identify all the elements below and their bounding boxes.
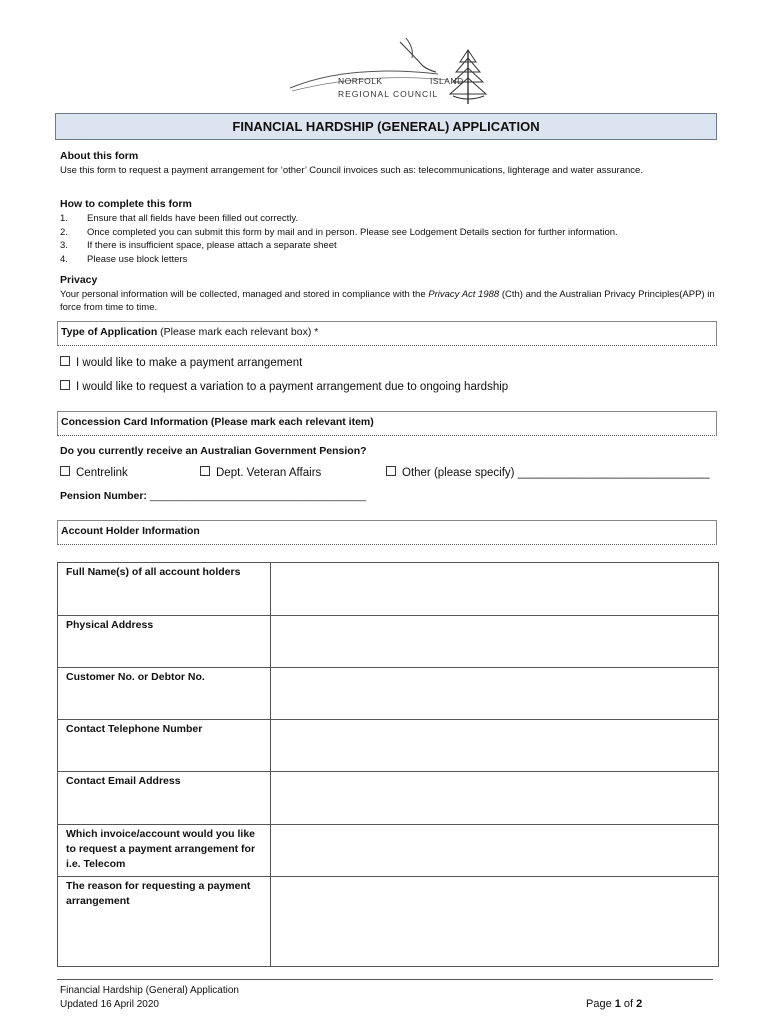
- email-field[interactable]: [271, 772, 719, 825]
- full-name-field[interactable]: [271, 563, 719, 616]
- page-number: Page 1 of 2: [586, 998, 643, 1010]
- table-row: The reason for requesting a payment arrangement: [58, 877, 719, 967]
- veteran-affairs-option[interactable]: Dept. Veteran Affairs: [200, 466, 321, 479]
- table-row: Contact Telephone Number: [58, 720, 719, 772]
- list-item: 4. Please use block letters: [60, 253, 188, 265]
- logo-norfolk: NORFOLK: [338, 76, 383, 86]
- list-item: 2. Once completed you can submit this form by mail and in person. Please see Lodgement Details section for further information.: [60, 226, 618, 238]
- table-row: Customer No. or Debtor No.: [58, 668, 719, 720]
- checkbox[interactable]: [386, 466, 396, 476]
- list-item: 1. Ensure that all fields have been filled out correctly.: [60, 213, 299, 224]
- customer-number-field[interactable]: [271, 668, 719, 720]
- invoice-account-field[interactable]: [271, 825, 719, 877]
- checkbox[interactable]: [60, 380, 70, 390]
- council-logo: [288, 36, 508, 106]
- privacy-heading: Privacy: [60, 274, 98, 286]
- privacy-act-name: Privacy Act 1988: [428, 289, 500, 300]
- centrelink-option[interactable]: Centrelink: [60, 466, 128, 479]
- account-holder-table: [57, 562, 719, 967]
- list-item: 3. If there is insufficient space, please attach a separate sheet: [60, 240, 337, 251]
- other-option[interactable]: Other (please specify) ______________________________: [386, 466, 710, 479]
- footer-form-name: Financial Hardship (General) Application: [60, 985, 239, 996]
- checkbox[interactable]: [60, 466, 70, 476]
- telephone-field[interactable]: [271, 720, 719, 772]
- footer-divider: [57, 979, 713, 980]
- physical-address-field[interactable]: [271, 616, 719, 668]
- logo-island: ISLAND: [430, 76, 464, 86]
- table-row: Full Name(s) of all account holders: [58, 563, 719, 616]
- other-specify-field[interactable]: ______________________________: [517, 467, 710, 479]
- table-row: Physical Address: [58, 616, 719, 668]
- payment-arrangement-option[interactable]: I would like to make a payment arrangement: [60, 356, 302, 369]
- account-holder-section: Account Holder Information: [57, 520, 717, 545]
- concession-section: Concession Card Information (Please mark each relevant item): [57, 411, 717, 436]
- pension-number-field[interactable]: Pension Number: _____________________________________: [60, 490, 366, 502]
- checkbox[interactable]: [60, 356, 70, 366]
- checkbox[interactable]: [200, 466, 210, 476]
- type-of-application-section: Type of Application (Please mark each relevant box) *: [57, 321, 717, 346]
- about-heading: About this form: [60, 150, 139, 162]
- form-title: FINANCIAL HARDSHIP (GENERAL) APPLICATION: [55, 113, 717, 140]
- logo-regional-council: REGIONAL COUNCIL: [338, 89, 439, 99]
- variation-option[interactable]: I would like to request a variation to a payment arrangement due to ongoing hardship: [60, 380, 508, 393]
- about-text: Use this form to request a payment arrangement for ‘other’ Council invoices such as: telecommunications, lighterage and water assurance.: [60, 165, 643, 176]
- privacy-text: Your personal information will be collected, managed and stored in compliance with the Privacy Act 1988 (Cth) and the Australian Privacy Principles(APP) in force from time to time.: [60, 289, 715, 313]
- footer-updated: Updated 16 April 2020: [60, 999, 159, 1010]
- pension-question: Do you currently receive an Australian Government Pension?: [60, 445, 367, 457]
- table-row: Contact Email Address: [58, 772, 719, 825]
- reason-field[interactable]: [271, 877, 719, 967]
- how-heading: How to complete this form: [60, 198, 192, 210]
- table-row: Which invoice/account would you like to request a payment arrangement for i.e. Telecom: [58, 825, 719, 877]
- instructions-list: [60, 212, 720, 266]
